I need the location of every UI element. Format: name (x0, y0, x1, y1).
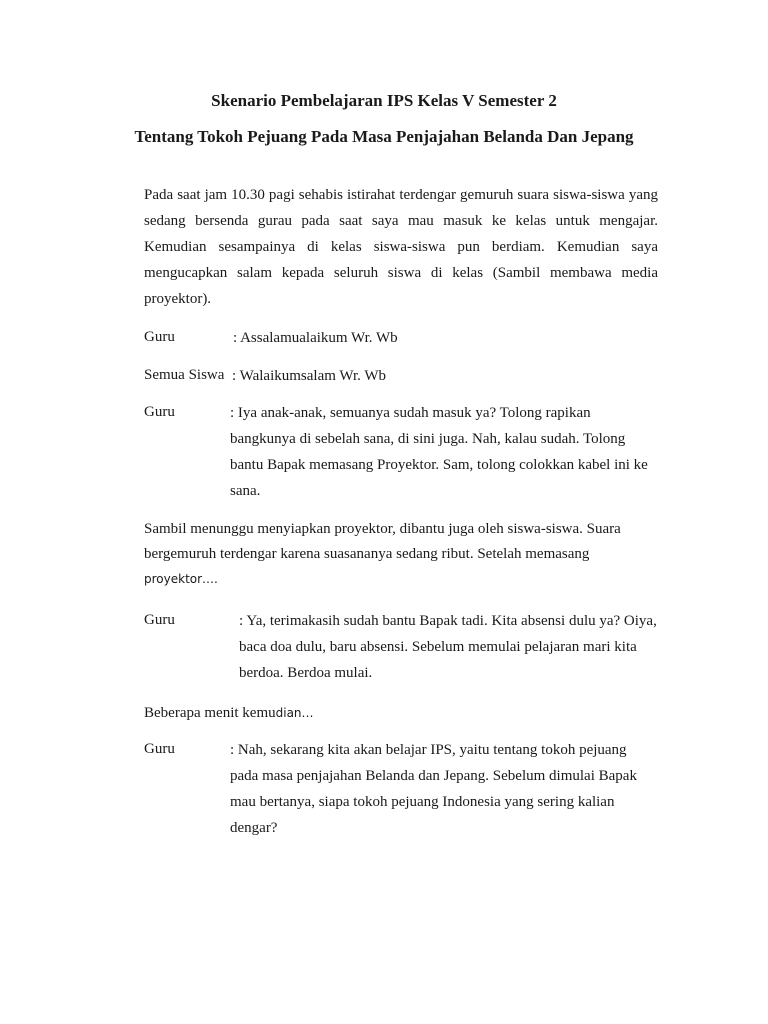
narration-text: Beberapa menit kemu (144, 705, 276, 721)
dialogue-speaker: Guru (144, 329, 175, 345)
dialogue-speaker: Guru (144, 404, 175, 420)
dialogue-text: : Iya anak-anak, semuanya sudah masuk ya? Tolong rapikan bangkunya di sebelah sana, di sini juga. Nah, kalau sudah. Tolong bantu Bapak memasang Proyektor. Sam, tolong colokkan kabel ini ke sana. (230, 405, 648, 499)
narration-paragraph (144, 517, 658, 592)
dialogue-speaker: Semua Siswa (144, 367, 225, 383)
dialogue-text: : Walaikumsalam Wr. Wb (232, 368, 386, 384)
narration-text: Sambil menunggu menyiapkan proyektor, dibantu juga oleh siswa-siswa. Suara bergemuruh terdengar karena suasananya sedang ribut. Setelah memasang (144, 521, 621, 562)
narration-trail: dian… (275, 706, 314, 720)
intro-paragraph: Pada saat jam 10.30 pagi sehabis istirahat terdengar gemuruh suara siswa-siswa yang sedang bersenda gurau pada saat saya mau masuk ke kelas untuk mengajar. Kemudian sesampainya di kelas siswa-siswa pun berdiam. Kemudian saya mengucapkan salam kepada seluruh siswa di kelas (Sambil membawa media proyektor). (144, 187, 658, 307)
dialogue-text: : Assalamualaikum Wr. Wb (233, 330, 398, 346)
dialogue-text: : Ya, terimakasih sudah bantu Bapak tadi. Kita absensi dulu ya? Oiya, baca doa dulu, baru absensi. Sebelum memulai pelajaran mari kita berdoa. Berdoa mulai. (239, 613, 657, 681)
narration-paragraph (144, 700, 658, 726)
dialogue-speaker: Guru (144, 612, 175, 628)
narration-trail: proyektor…. (144, 572, 218, 586)
dialogue-text: : Nah, sekarang kita akan belajar IPS, yaitu tentang tokoh pejuang pada masa penjajahan Belanda dan Jepang. Sebelum dimulai Bapak mau bertanya, siapa tokoh pejuang Indonesia yang sering kalian dengar? (230, 742, 637, 836)
dialogue-speaker: Guru (144, 741, 175, 757)
document-title: Skenario Pembelajaran IPS Kelas V Semester 2 (211, 91, 557, 110)
document-subtitle: Tentang Tokoh Pejuang Pada Masa Penjajahan Belanda Dan Jepang (134, 127, 634, 146)
